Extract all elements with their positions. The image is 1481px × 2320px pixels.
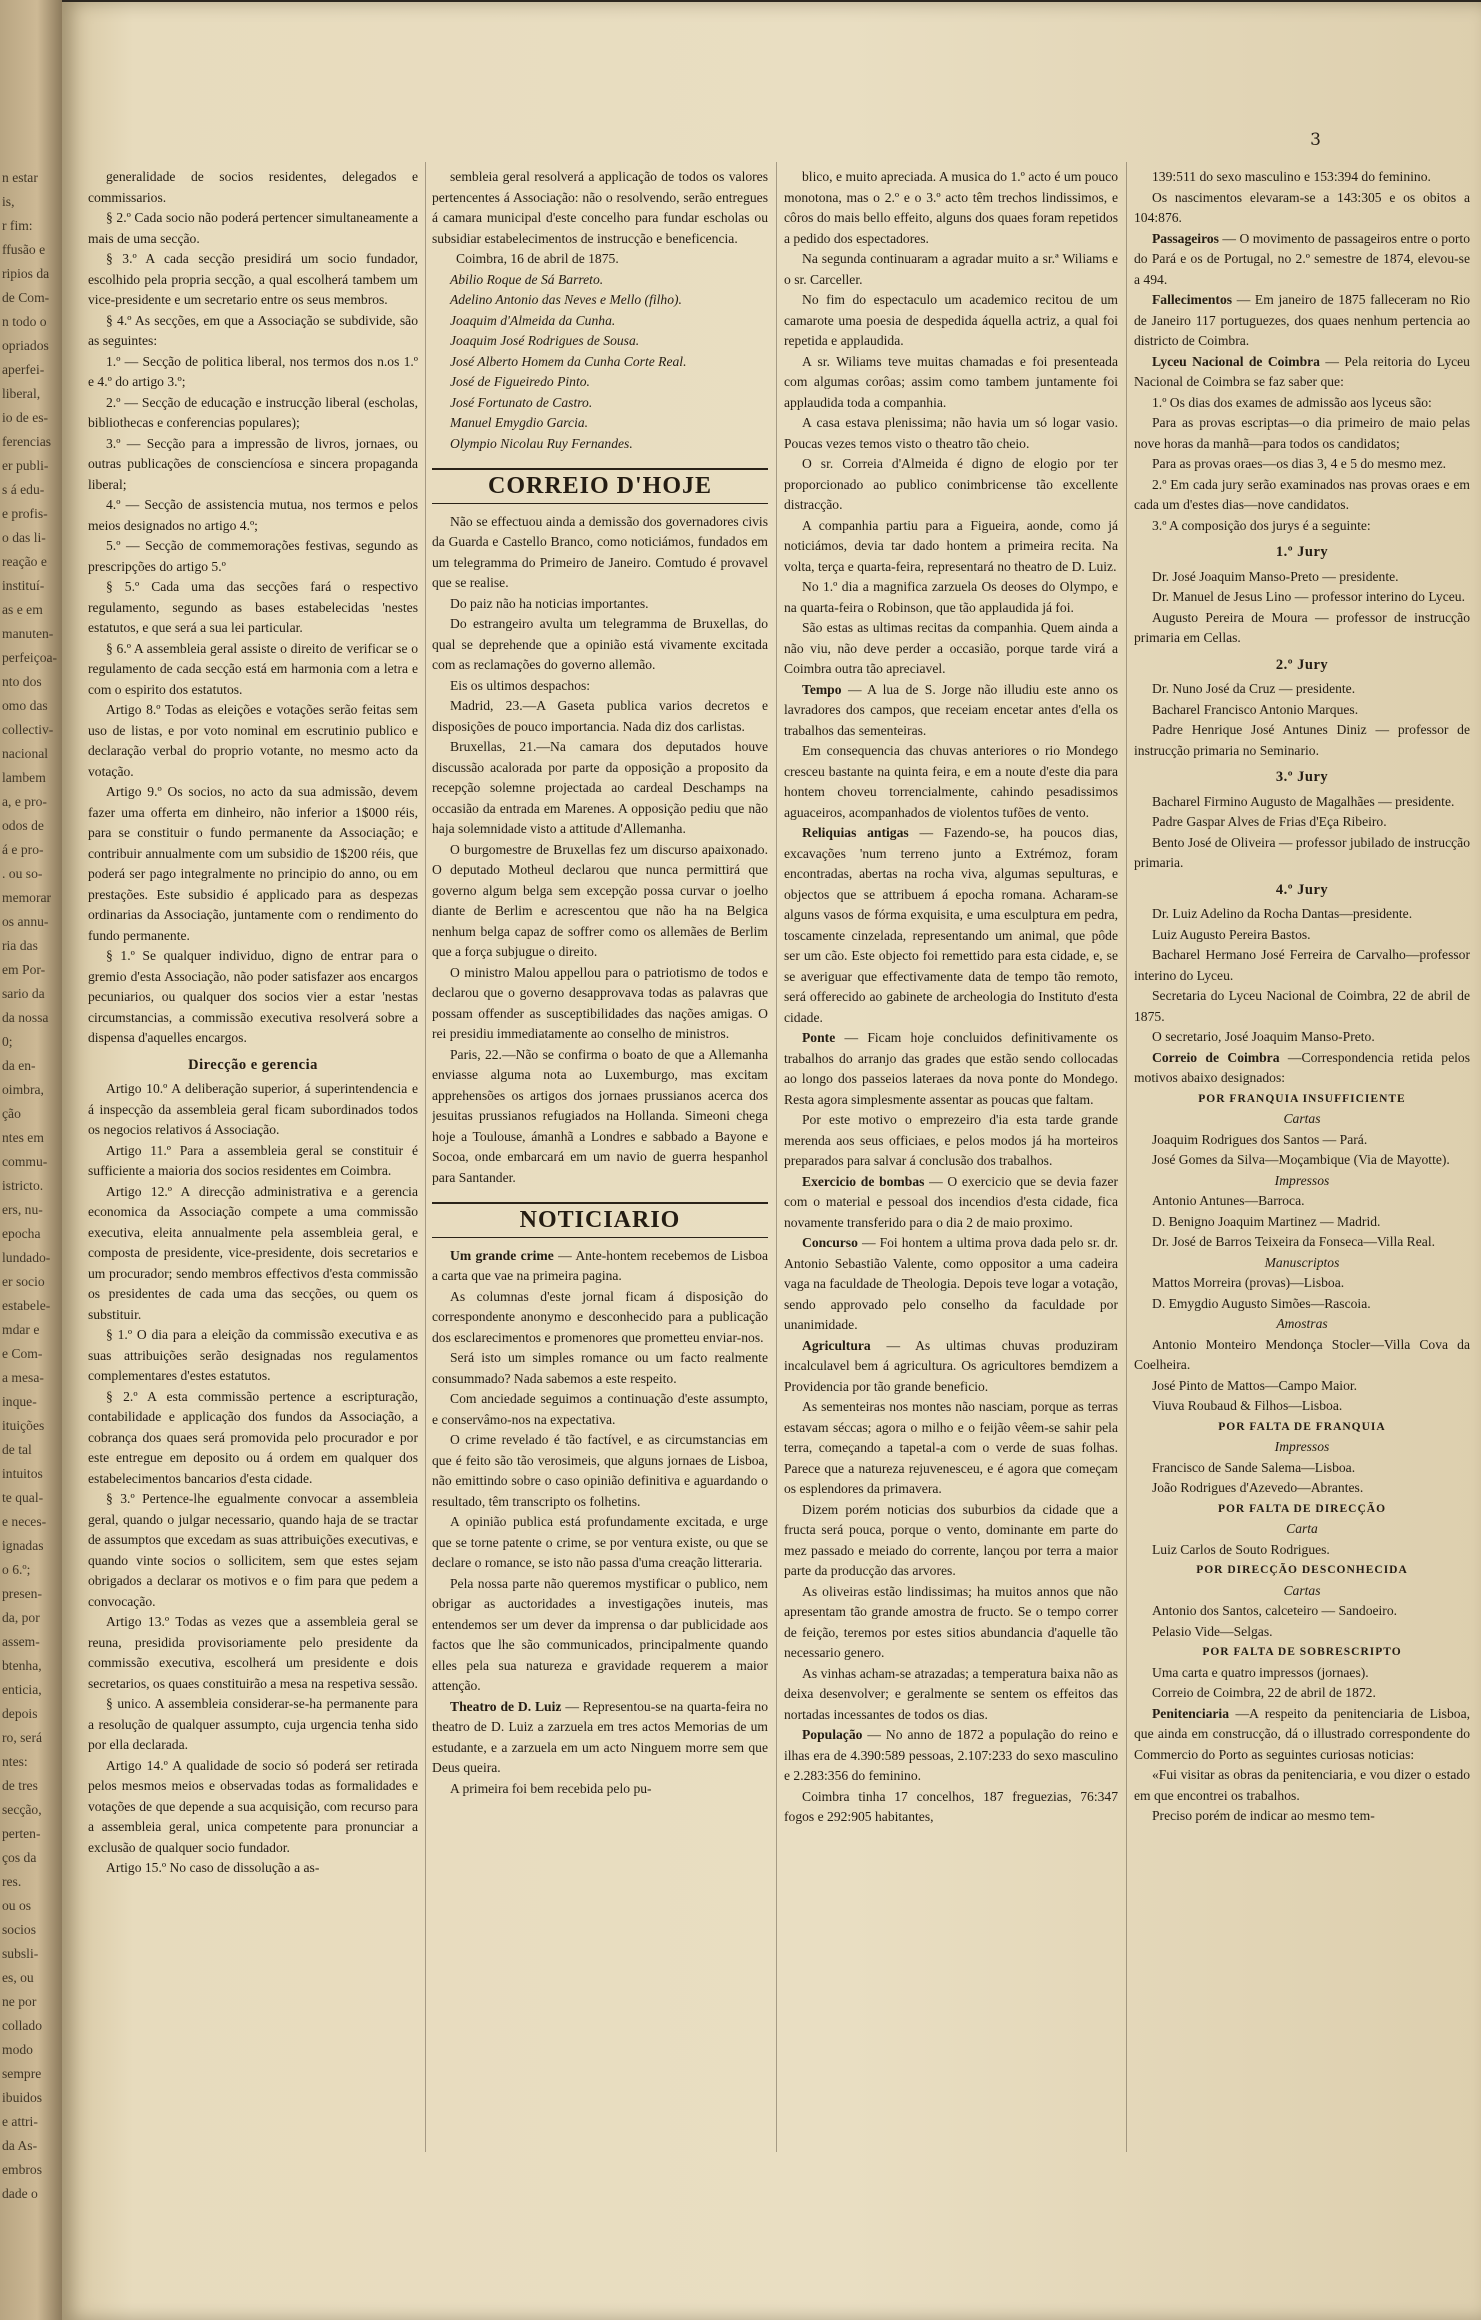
news-paragraph: Em consequencia das chuvas anteriores o rio Mondego cresceu bastante na quinta feira, e em a noute d'este dia para hontem choveu torrencialmente, cahindo pesadissimos aguaceiros, acompanhados de violentos tufões de vento. [784,743,1118,820]
news-item [784,1725,1118,1787]
statute-paragraph: 4.º — Secção de assistencia mutua, nos termos e pelos meios designados no artigo 4.º; [88,497,418,533]
news-item [1134,290,1470,352]
item-text: — As ultimas chuvas produziram incalculavel bem á agricultura. Os agricultores bemdizem a Providencia por tão grande beneficio. [784,1337,1118,1394]
previous-page-fragment: ção [2,1106,21,1121]
news-paragraph: A sr. Wiliams teve muitas chamadas e foi presenteada com algumas corôas; assim como tambem juntamente foi applaudida toda a companhia. [784,353,1118,410]
statute-paragraph: generalidade de socios residentes, delegados e commissarios. [88,169,418,205]
news-item [432,1246,768,1287]
news-paragraph: Para as provas escriptas—o dia primeiro de maio pelas nove horas da manhã—para todos os candidatos; [1134,415,1470,451]
news-paragraph: Para as provas oraes—os dias 3, 4 e 5 do mesmo mez. [1152,456,1447,471]
mail-entry: D. Benigno Joaquim Martinez — Madrid. [1152,1213,1381,1229]
previous-page-fragment: oimbra, [2,1082,44,1097]
mail-category-heading: POR FALTA DE SOBRESCRIPTO [1202,1646,1402,1658]
previous-page-fragment: nacional [2,746,49,761]
column-divider [776,162,777,2152]
previous-page-fragment: assem- [2,1634,40,1649]
previous-page-fragment: da nossa [2,1010,49,1025]
previous-page-fragment: btenha, [2,1658,42,1673]
previous-page-fragment: o das li- [2,530,46,545]
item-text: — Foi hontem a ultima prova dada pelo sr. dr. Antonio Sebastião Valente, como oppositor a uma cadeira vaga na faculdade de Theologia. Depois teve logar a votação, sendo approvado pelo conselho da faculdade por unanimidade. [784,1235,1118,1332]
previous-page-fragment: 0; [2,1034,13,1049]
previous-page-fragment: ro, será [2,1730,43,1745]
previous-page-fragment: embros [2,2162,43,2177]
previous-page-fragment: secção, [2,1802,42,1817]
item-text: —A respeito da penitenciaria de Lisboa, que ainda em construcção, dá o illustrado correspondente do Commercio do Porto as seguintes curiosas noticias: [1134,1705,1470,1762]
previous-page-fragment: istricto. [2,1178,44,1193]
previous-page-fragment: io de es- [2,410,49,425]
news-paragraph: As sementeiras nos montes não nasciam, porque as terras estavam séccas; agora o milho e o feijão vêem-se sahir pela terra, começando a tapetal-a com o verde de suas folhas. Parece que a natureza rejuvenesceu, e é agora que começam os esplendores da primavera. [784,1399,1118,1496]
column-divider [1126,162,1127,2152]
item-text: —Correspondencia retida pelos motivos abaixo designados: [1134,1049,1470,1085]
mail-subcategory: Cartas [1283,1582,1321,1598]
previous-page-fragment: a, e pro- [2,794,47,809]
jury-member: Bacharel Francisco Antonio Marques. [1152,701,1359,717]
previous-page-fragment: te qual- [2,1490,44,1505]
previous-page-fragment: ers, nu- [2,1202,43,1217]
jury-member: Bacharel Firmino Augusto de Magalhães — presidente. [1152,793,1455,809]
news-item [784,1172,1118,1234]
column-2 [432,167,768,2152]
mail-entry: Antonio dos Santos, calceteiro — Sandoeiro. [1152,1603,1398,1618]
item-text: — No anno de 1872 a população do reino e ilhas era de 4.390:589 pessoas, 2.107:233 do sexo masculino e 2.283:356 do feminino. [784,1727,1118,1783]
column-1 [88,167,418,2152]
signatory: José de Figueiredo Pinto. [450,374,590,389]
previous-page-fragment: e attri- [2,2114,38,2129]
news-paragraph: Pela nossa parte não queremos mystificar o publico, nem obrigar as auctoridades a investigações inuteis, mas entendemos ser um dever da imprensa o dar publicidade aos factos que lhe são communicados, principalmente quando elles pela sua natureza e gravidade requerem a maior attenção. [432,1575,768,1693]
news-item [784,1028,1118,1110]
previous-page-fragment: da, por [2,1610,40,1625]
previous-page-fragment: dade o [2,2186,38,2201]
previous-page-fragment: da en- [2,1058,36,1073]
previous-page-fragment: res. [2,1874,22,1889]
news-paragraph: 1.º Os dias dos exames de admissão aos lyceus são: [1152,394,1432,410]
mail-entry: Antonio Monteiro Mendonça Stocler—Villa Cova da Coelheira. [1134,1336,1470,1372]
mail-category-heading: POR FRANQUIA INSUFFICIENTE [1198,1092,1406,1105]
jury-member: Dr. Manuel de Jesus Lino — professor interino do Lyceu. [1152,589,1465,604]
previous-page-fragment: o 6.º; [2,1562,31,1577]
item-lead: Reliquias antigas [802,825,909,840]
news-paragraph: Eis os ultimos despachos: [450,677,591,693]
news-paragraph: Será isto um simples romance ou um facto realmente consummado? Nada sabemos a este respeito. [432,1350,768,1386]
previous-page-fragment: ntes em [2,1130,44,1145]
previous-page-fragment: er publi- [2,458,49,473]
previous-page-fragment: ntes: [2,1754,28,1769]
item-lead: Tempo [802,681,842,697]
mail-subcategory: Manuscriptos [1264,1254,1340,1270]
statute-paragraph: Artigo 14.º A qualidade de socio só poderá ser retirada pelos mesmos meios e observadas todas as formalidades e votações de que depende a sua acquisição, com recurso para a assembleia geral, unica competente para pronunciar a exclusão de qualquer socio fundador. [88,1757,418,1855]
statute-paragraph: 5.º — Secção de commemorações festivas, segundo as prescripções do artigo 5.º [88,538,418,574]
jury-member: Padre Gaspar Alves de Frias d'Eça Ribeiro. [1152,814,1387,829]
statute-paragraph: Artigo 11.º Para a assembleia geral se constituir é sufficiente a maioria dos socios residentes em Coimbra. [88,1142,418,1178]
statute-paragraph: § 5.º Cada uma das secções fará o respectivo regulamento, segundo as bases estabelecidas 'nestes estatutos, e que será a sua lei particular. [88,579,418,635]
previous-page-fragment: memorar [2,890,52,905]
jury-member: Augusto Pereira de Moura — professor de instrucção primaria em Cellas. [1134,609,1470,645]
statute-paragraph: sembleia geral resolverá a applicação de todos os valores pertencentes á Associação: não o resolvendo, serão entregues á camara municipal d'este concelho para fundar escholas ou subsidiar estabelecimentos de instrucção e beneficencia. [432,169,768,246]
previous-page-fragment: e profis- [2,506,48,521]
signatory: José Fortunato de Castro. [450,394,593,410]
section-title-noticiario: NOTICIARIO [432,1202,768,1238]
previous-page-fragment: ria das [2,938,38,953]
news-paragraph: As oliveiras estão lindissimas; ha muitos annos que não apresentam tão grande amostra de fructo. Se o tempo correr de feição, teremos por estes sitios abundancia d'aquelle tão necessario genero. [784,1583,1118,1660]
statute-paragraph: Artigo 12.º A direcção administrativa e a gerencia economica da Associação compete a uma commissão executiva, eleita annualmente pela assembleia geral, e composta de presidente, vice-presidente, dois secretarios e um procurador; sendo membros effectivos d'esta commissão os presidentes de cada uma das secções, ou quem os substituir. [88,1183,418,1322]
jury-member: Dr. Luiz Adelino da Rocha Dantas—presidente. [1152,906,1413,921]
item-lead: Lyceu Nacional de Coimbra [1152,353,1320,369]
previous-page-edge [0,0,62,2320]
news-item [1134,1048,1470,1089]
jury-member: Dr. Nuno José da Cruz — presidente. [1152,681,1356,696]
item-text: — Ficam hoje concluidos definitivamente os trabalhos do arranjo das grades que estão sendo collocadas ao longo dos passeios lateraes da nova ponte do Mondego. Resta agora simplesmente assentar as poucas que faltam. [784,1030,1118,1107]
newspaper-page [62,2,1481,2320]
dateline: Coimbra, 16 de abril de 1875. [456,251,619,266]
news-paragraph: blico, e muito apreciada. A musica do 1.º acto é um pouco monotona, mas o 2.º e o 3.º acto têm trechos lindissimos, e côros do mais bello effeito, alguns dos quaes foram repetidos a pedido dos espectadores. [784,169,1118,246]
mail-entry: Pelasio Vide—Selgas. [1152,1623,1273,1639]
previous-page-fragment: opriados [2,338,49,353]
previous-page-fragment: omo das [2,698,48,713]
mail-entry: Antonio Antunes—Barroca. [1152,1193,1305,1208]
news-paragraph: Do estrangeiro avulta um telegramma de Bruxellas, do qual se deprehende que a opinião está vivamente excitada com as reclamações do governo allemão. [432,616,768,672]
previous-page-fragment: lundado- [2,1250,51,1265]
previous-page-fragment: is, [2,194,15,209]
signatory: Joaquim José Rodrigues de Sousa. [450,333,640,348]
section-heading: Direcção e gerencia [188,1056,318,1073]
previous-page-fragment: as e em [2,602,43,617]
item-text: — Em janeiro de 1875 falleceram no Rio de Janeiro 117 portuguezes, dos quaes nenhum pertencia ao districto de Coimbra. [1134,292,1470,348]
news-paragraph: O burgomestre de Bruxellas fez um discurso apaixonado. O deputado Motheul declarou que nunca permittirá que governo algum belga sem excepção possa curvar o joelho diante de Berlim e acrescentou que não ha na Belgica nenhum belga capaz de soffrer como os allemães de Berlim que a força subjugue o direito. [432,841,768,959]
previous-page-fragment: em Por- [2,962,46,977]
previous-page-fragment: n todo o [2,314,47,329]
signatory: Abilio Roque de Sá Barreto. [450,271,604,287]
item-lead: Penitenciaria [1152,1705,1230,1721]
previous-page-fragment: e neces- [2,1514,47,1529]
statute-paragraph: § 1.º O dia para a eleição da commissão executiva e as suas attribuições serão designadas nos regulamentos complementares d'estes estatutos. [88,1327,418,1383]
previous-page-fragment: ne por [2,1994,37,2009]
column-4 [1134,167,1470,2152]
previous-page-fragment: reação e [2,554,47,569]
previous-page-fragment: inque- [2,1394,37,1409]
news-item [1134,1704,1470,1766]
previous-page-fragment: de Com- [2,290,50,305]
news-item [1134,229,1470,291]
previous-page-fragment: presen- [2,1586,43,1601]
previous-page-fragment: sempre [2,2066,42,2081]
statute-paragraph: § 1.º Se qualquer individuo, digno de entrar para o gremio d'esta Associação, não poder satisfazer aos encargos pecuniarios, ou qualquer dos socios vier a estar 'nestas circumstancias, a commissão executiva resolverá sobre a dispensa d'aquelles encargos. [88,948,418,1045]
previous-page-fragment: mdar e [2,1322,40,1337]
jury-heading: 4.º Jury [1275,881,1329,898]
mail-subcategory: Cartas [1283,1111,1321,1126]
news-paragraph: As columnas d'este jornal ficam á disposição do correspondente anonymo e desconhecido para a publicação dos esclarecimentos e promenores que prometteu enviar-nos. [432,1288,768,1345]
item-text: — A lua de S. Jorge não illudiu este anno os lavradores dos campos, que receiam encetar antes d'ella os trabalhos das sementeiras. [784,681,1118,738]
mail-subcategory: Carta [1286,1521,1318,1536]
jury-heading: 1.º Jury [1275,544,1329,560]
news-item [784,1233,1118,1336]
item-lead: Um grande crime [450,1247,554,1263]
statute-paragraph: Artigo 9.º Os socios, no acto da sua admissão, devem fazer uma offerta em dinheiro, não inferior a 1$000 réis, para se constituir o fundo permanente da Associação; e contribuir annualmente com um subsidio de 1$200 réis, que poderá ser pago integralmente no principio do anno, ou em prestações. Este subsidio é applicado para as despezas ordinarias da Associação, juntamente com o rendimento do fundo permanente. [88,784,418,943]
previous-page-fragment: liberal, [2,386,41,401]
statute-paragraph: 3.º — Secção para a impressão de livros, jornaes, ou outras publicações de consciencíosa e sincera propaganda liberal; [88,435,418,492]
news-item [784,823,1118,1028]
mail-entry: Viuva Roubaud & Filhos—Lisboa. [1152,1398,1343,1413]
item-text: — O exercicio que se devia fazer com o material e pessoal dos incendios d'esta cidade, fica novamente transferido para o dia 2 de maio proximo. [784,1173,1118,1230]
page-number: 3 [1310,130,1321,150]
previous-page-fragment: estabele- [2,1298,51,1313]
statute-paragraph: § 3.º A cada secção presidirá um socio fundador, escolhido pela propria secção, a qual escolherá tambem um vice-presidente e um secretario entre os seus membros. [88,251,418,307]
news-paragraph: 2.º Em cada jury serão examinados nas provas oraes e em cada um d'estes dias—nove candidatos. [1134,476,1470,512]
mail-entry: Uma carta e quatro impressos (jornaes). [1152,1664,1369,1680]
news-paragraph: Na segunda continuaram a agradar muito a sr.ª Wiliams e o sr. Carceller. [784,251,1118,287]
news-paragraph: Os nascimentos elevaram-se a 143:305 e os obitos a 104:876. [1134,189,1470,225]
mail-entry: José Gomes da Silva—Moçambique (Via de Mayotte). [1152,1152,1450,1167]
jury-member: Bento José de Oliveira — professor jubilado de instrucção primaria. [1134,834,1470,870]
news-paragraph: Do paiz não ha noticias importantes. [450,595,649,611]
statute-paragraph: § 2.º A esta commissão pertence a escripturação, contabilidade e applicação dos fundos da Associação, a cobrança dos quaes será promovida pelo procurador e por este entregue em deposito ou á ordem em qualquer dos estabelecimentos bancarios d'esta cidade. [88,1388,418,1486]
signatory: Manuel Emygdio Garcia. [450,415,589,430]
previous-page-fragment: ffusão e [2,242,46,257]
news-paragraph: Com anciedade seguimos a continuação d'este assumpto, e conservâmo-nos na expectativa. [432,1391,768,1427]
previous-page-fragment: á e pro- [2,842,44,857]
news-item [784,680,1118,742]
item-lead: Agricultura [802,1337,871,1353]
news-item [784,1336,1118,1398]
news-paragraph: A opinião publica está profundamente excitada, e urge que se torne patente o crime, se por ventura existe, ou que se declare o romance, se isto não passa d'uma creação litteraria. [432,1514,768,1570]
mail-subcategory: Impressos [1274,1172,1330,1188]
statute-paragraph: § unico. A assembleia considerar-se-ha permanente para a resolução de qualquer assumpto, cuja urgencia tenha sido por ella declarada. [88,1696,418,1752]
news-item [1134,352,1470,393]
previous-page-fragment: a mesa- [2,1370,44,1385]
previous-page-fragment: nto dos [2,674,42,689]
previous-page-fragment: subsli- [2,1946,39,1961]
news-paragraph: São estas as ultimas recitas da companhia. Quem ainda a não viu, não deve perder a occasião, porque tarde virá a Coimbra outra tão apreciavel. [784,620,1118,676]
previous-page-fragment: e Com- [2,1346,43,1361]
previous-page-fragment: n estar [2,170,38,185]
news-paragraph: No fim do espectaculo um academico recitou de um camarote uma poesia de despedida áquella actriz, a qual foi repetida e applaudida. [784,292,1118,348]
mail-entry: Dr. José de Barros Teixeira da Fonseca—Villa Real. [1152,1234,1435,1249]
mail-entry: Luiz Carlos de Souto Rodrigues. [1152,1541,1330,1557]
news-item [432,1697,768,1779]
previous-page-fragment: perfeiçoa- [2,650,58,665]
previous-page-fragment: ibuidos [2,2090,43,2105]
jury-member: Bacharel Hermano José Ferreira de Carvalho—professor interino do Lyceu. [1134,947,1470,983]
statute-paragraph: Artigo 8.º Todas as eleições e votações serão feitas sem uso de listas, e por voto nominal em escrutinio publico e declaração verbal do proprio votante, no mesmo acto da votação. [88,702,418,779]
news-paragraph: Dizem porém noticias dos suburbios da cidade que a fructa será pouca, porque o vento, dominante em parte do mez passado e meiado do corrente, lançou por terra a maior parte da producção das arvores. [784,1501,1118,1578]
news-paragraph: Coimbra tinha 17 concelhos, 187 freguezias, 76:347 fogos e 292:905 habitantes, [784,1788,1118,1824]
item-lead: Exercicio de bombas [802,1173,925,1189]
previous-page-fragment: ferencias [2,434,52,449]
previous-page-fragment: ripios da [2,266,50,281]
mail-entry: Mattos Morreira (provas)—Lisboa. [1152,1275,1345,1290]
statute-paragraph: Artigo 15.º No caso de dissolução a as- [106,1860,320,1875]
mail-entry: Correio de Coimbra, 22 de abril de 1872. [1152,1685,1376,1700]
statute-paragraph: Artigo 13.º Todas as vezes que a assembleia geral se reuna, presidida provisoriamente pelo presidente da commissão executiva, escolherá um presidente e dois secretarios, os quaes constituirão a mesa na respetiva sessão. [88,1614,418,1691]
news-paragraph: Paris, 22.—Não se confirma o boato de que a Allemanha enviasse alguma nota ao Luxemburgo, mas excitam apprehensões os artigos dos jornaes prussianos acerca dos jesuitas prussianos refugiados na Hollanda. Simeoni chega hoje a Toulouse, ámanhã a Londres e sabbado a Bayone e Socoa, onde embarcará em um navio de guerra hespanhol para Santander. [432,1046,768,1185]
previous-page-fragment: enticia, [2,1682,42,1697]
previous-page-fragment: instituí- [2,578,45,593]
news-paragraph: A primeira foi bem recebida pelo pu- [450,1780,652,1796]
previous-page-fragment: depois [2,1706,38,1721]
previous-page-fragment: lambem [2,770,46,785]
item-lead: População [802,1727,863,1742]
item-lead: Fallecimentos [1152,292,1233,307]
news-paragraph: O crime revelado é tão factível, e as circumstancias em que é feito são tão verosimeis, que alguns jornaes de Lisboa, não emittindo sobre o caso opinião definitiva e aguardando o resultado, têm transcripto os folhetins. [432,1432,768,1509]
statute-paragraph: 1.º — Secção de politica liberal, nos termos dos n.os 1.º e 4.º do artigo 3.º; [88,353,418,389]
mail-entry: Joaquim Rodrigues dos Santos — Pará. [1152,1131,1368,1147]
previous-page-fragment: ou os [2,1898,32,1913]
previous-page-fragment: commu- [2,1154,48,1169]
previous-page-fragment: socios [2,1922,36,1937]
previous-page-fragment: perten- [2,1826,41,1841]
mail-entry: José Pinto de Mattos—Campo Maior. [1152,1377,1358,1393]
previous-page-fragment: collado [2,2018,43,2033]
previous-page-fragment: s á edu- [2,482,45,497]
mail-subcategory: Impressos [1274,1439,1330,1454]
previous-page-fragment: de tal [2,1442,32,1457]
previous-page-fragment: da As- [2,2138,38,2153]
news-paragraph: Não se effectuou ainda a demissão dos governadores civis da Guarda e Castello Branco, como noticiámos, fundados em um telegramma do Primeiro de Janeiro. Comtudo é provavel que se realise. [432,513,768,590]
section-title-correio: CORREIO D'HOJE [432,468,768,504]
mail-category-heading: POR DIRECÇÃO DESCONHECIDA [1196,1564,1408,1576]
item-text: — O movimento de passageiros entre o porto do Pará e os de Portugal, no 2.º semestre de 1874, elevou-se a 494. [1134,230,1470,287]
statute-paragraph: Artigo 10.º A deliberação superior, á superintendencia e á inspecção da assembleia geral ficam subordinados todos os negocios relativos á Associação. [88,1081,418,1137]
news-paragraph: A casa estava plenissima; não havia um só logar vasio. Poucas vezes temos visto o theatro tão cheio. [784,415,1118,451]
previous-page-fragment: sario da [2,986,45,1001]
news-paragraph: O ministro Malou appellou para o patriotismo de todos e declarou que o governo desapprovava todas as palavras que possam offender as susceptibilidades das nações amigas. O rei presidiu immediatamente ao conselho de ministros. [432,964,768,1041]
jury-member: O secretario, José Joaquim Manso-Preto. [1152,1029,1375,1044]
previous-page-fragment: intuitos [2,1466,43,1481]
statute-paragraph: § 6.º A assembleia geral assiste o direito de verificar se o regulamento de cada secção está em harmonia com a letra e com o espirito dos estatutos. [88,640,418,697]
item-lead: Correio de Coimbra [1152,1049,1280,1065]
mail-category-heading: POR FALTA DE FRANQUIA [1218,1420,1386,1433]
news-paragraph: Por este motivo o emprezeiro d'ia esta tarde grande merenda aos seus officiaes, e pelos modos já ha morteiros preparados para salvar á conclusão dos trabalhos. [784,1112,1118,1168]
previous-page-fragment: os annu- [2,914,49,929]
previous-page-fragment: epocha [2,1226,41,1241]
jury-heading: 3.º Jury [1275,769,1329,785]
previous-page-fragment: modo [2,2042,33,2057]
statute-paragraph: 2.º — Secção de educação e instrucção liberal (escholas, bibliothecas e conferencias populares); [88,394,418,430]
item-text: — Fazendo-se, ha poucos dias, excavações 'num terreno junto a Extrémoz, foram encontradas, abertas na rocha viva, algumas sepulturas, e objectos que se attribuem á epocha romana. Acharam-se alguns vasos de fórma exquisita, e uma esculptura em pedra, toscamente cinzelada, representando um animal, que pôde ser um cão. Este objecto foi remettido para esta cidade, e, se se averiguar que effectivamente data de tempo tão remoto, será offerecido ao gabinete de archeologia do Instituto d'esta cidade. [784,825,1118,1025]
previous-page-fragment: ituições [2,1418,45,1433]
previous-page-fragment: ços da [2,1850,37,1865]
jury-member: Luiz Augusto Pereira Bastos. [1152,926,1311,942]
jury-member: Padre Henrique José Antunes Diniz — professor de instrucção primaria no Seminario. [1134,722,1470,758]
news-paragraph: Preciso porém de indicar ao mesmo tem- [1152,1808,1375,1823]
item-lead: Theatro de D. Luiz [450,1698,562,1714]
previous-page-fragment: aperfei- [2,362,45,377]
column-divider [425,162,426,2152]
mail-entry: João Rodrigues d'Azevedo—Abrantes. [1152,1480,1364,1495]
news-paragraph: 3.º A composição dos jurys é a seguinte: [1152,517,1371,533]
previous-page-fragment: . ou so- [2,866,43,881]
statute-paragraph: § 2.º Cada socio não poderá pertencer simultaneamente a mais de uma secção. [88,210,418,246]
signatory: Adelino Antonio das Neves e Mello (filho). [450,292,682,307]
column-3 [784,167,1118,2152]
previous-page-fragment: manuten- [2,626,54,641]
mail-category-heading: POR FALTA DE DIRECÇÃO [1217,1502,1387,1515]
item-lead: Passageiros [1152,230,1219,246]
previous-page-fragment: odos de [2,818,44,833]
item-text: — Pela reitoria do Lyceu Nacional de Coimbra se faz saber que: [1134,353,1470,389]
news-paragraph: Madrid, 23.—A Gaseta publica varios decretos e disposições de pouco importancia. Nada diz dos carlistas. [432,698,768,734]
jury-heading: 2.º Jury [1275,656,1329,673]
signatory: José Alberto Homem da Cunha Corte Real. [450,353,687,369]
previous-page-fragment: de tres [2,1778,38,1793]
mail-entry: D. Emygdio Augusto Simões—Rascoia. [1152,1295,1371,1311]
statute-paragraph: § 3.º Pertence-lhe egualmente convocar a assembleia geral, quando o julgar necessario, quando haja de se tractar de assumptos que excedam as suas attribuições executivas, e quando vinte socios o sollicitem, sem que estes sejam obrigados a declarar os motivos e o fim para que pedem a convocação. [88,1491,418,1609]
mail-entry: Francisco de Sande Salema—Lisboa. [1152,1459,1356,1475]
signatory: Olympio Nicolau Ruy Fernandes. [450,435,633,451]
previous-page-fragment: es, ou [2,1970,34,1985]
news-paragraph: No 1.º dia a magnifica zarzuela Os deoses do Olympo, e na quarta-feira o Robinson, que tão applaudida já foi. [784,579,1118,615]
jury-member: Secretaria do Lyceu Nacional de Coimbra, 22 de abril de 1875. [1134,988,1470,1024]
item-lead: Concurso [802,1235,858,1250]
signatory: Joaquim d'Almeida da Cunha. [450,312,616,328]
item-text: — Ante-hontem recebemos de Lisboa a carta que vae na primeira pagina. [432,1247,768,1283]
mail-subcategory: Amostras [1276,1316,1328,1331]
news-paragraph: As vinhas acham-se atrazadas; a temperatura baixa não as deixa desenvolver; e geralmente se sentem os effeitos das nortadas incessantes de todos os dias. [784,1665,1118,1722]
previous-page-fragment: collectiv- [2,722,54,737]
previous-page-fragment: ignadas [2,1538,44,1553]
news-paragraph: 139:511 do sexo masculino e 153:394 do feminino. [1152,169,1431,184]
jury-member: Dr. José Joaquim Manso-Preto — presidente. [1152,568,1399,584]
news-paragraph: «Fui visitar as obras da penitenciaria, e vou dizer o estado em que encontrei os trabalhos. [1134,1767,1470,1803]
previous-page-fragment: er socio [2,1274,45,1289]
news-paragraph: O sr. Correia d'Almeida é digno de elogio por ter proporcionado ao publico conimbricense tão excellente distracção. [784,456,1118,512]
news-paragraph: Bruxellas, 21.—Na camara dos deputados houve discussão acalorada por parte da opposição a proposito da recepção solemne projectada ao cardeal Deschamps na occasião da entrada em Marenes. A opposição pediu que não haja solemnidade visto a attitude d'Allemanha. [432,739,768,836]
item-text: — Representou-se na quarta-feira no theatro de D. Luiz a zarzuela em tres actos Memorias de um estudante, e a zarzuela em um acto Ninguem morre sem que Deus queira. [432,1698,768,1775]
statute-paragraph: § 4.º As secções, em que a Associação se subdivide, são as seguintes: [88,312,418,348]
news-paragraph: A companhia partiu para a Figueira, aonde, como já noticiámos, devia tar dado hontem a primeira recita. Na volta, terça e quarta-feira, representará no theatro de D. Luiz. [784,517,1118,574]
previous-page-fragment: r fim: [2,218,33,233]
item-lead: Ponte [802,1030,836,1045]
